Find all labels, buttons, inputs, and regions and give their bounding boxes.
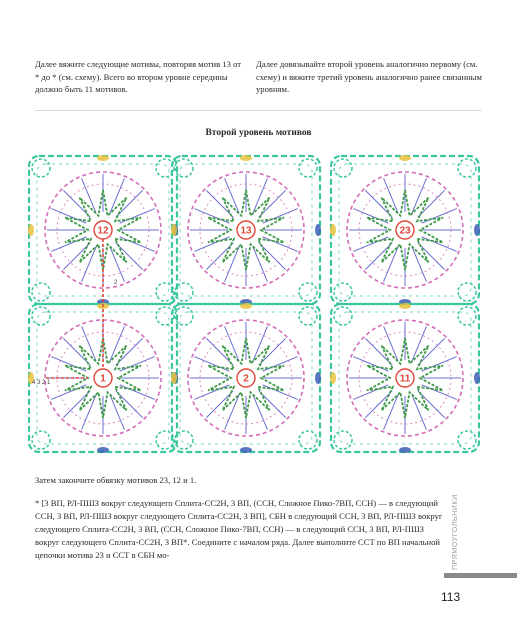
edge-petal (399, 447, 411, 453)
corner-loop (458, 283, 476, 301)
corner-loop (334, 159, 352, 177)
edge-petal (474, 224, 480, 236)
spoke-stitch (353, 237, 388, 252)
edge-petal (97, 155, 109, 161)
corner-loop (458, 159, 476, 177)
edge-petal (97, 447, 109, 453)
edge-petal (330, 224, 336, 236)
edge-petal (28, 224, 34, 236)
spoke-stitch (194, 385, 229, 400)
spoke-stitch (422, 357, 457, 372)
corner-loop (334, 283, 352, 301)
spoke-stitch (263, 385, 298, 400)
right-paragraph: Далее довязывайте второй уровень аналогично первому (см. схему) и вяжите третий уровень аналогично ранее связанным уровням. (256, 59, 482, 95)
edge-petal (240, 155, 252, 161)
edge-petal (240, 303, 252, 309)
corner-loop (175, 431, 193, 449)
edge-petal (399, 155, 411, 161)
spoke-stitch (263, 237, 298, 252)
motif-number: 11 (399, 373, 411, 385)
spoke-stitch (253, 395, 268, 430)
edge-petal (171, 372, 177, 384)
spoke-stitch (412, 247, 427, 282)
corner-loop (458, 307, 476, 325)
stitch-label: 2 (114, 280, 118, 286)
motif-number: 12 (97, 225, 109, 237)
instruction-paragraph: * [3 ВП, РЛ-ПШЗ вокруг следующего Сплита-СС2Н, 3 ВП, (ССН, Сложное Пико-7ВП, ССН) — в следующий ССН, 3 ВП, РЛ-ПШЗ вокруг следующего Сплита-СС2Н, 3 ВП], СБН в следующий ССН, 3 ВП, РЛ-ПШЗ вокруг следующего Сплита-СС2Н, 3 ВП, (ССН, Сложное Пико-7ВП, ССН) — в следующий ССН, 3 ВП, РЛ-ПШЗ вокруг следующего Сплита-СС2Н, 3 ВП*. Соедините с началом ряда. Далее выполните ССТ по ВП начальной цепочки мотива 23 и ССТ в СБН мо- (35, 498, 443, 560)
edge-petal (315, 224, 321, 236)
spoke-stitch (412, 395, 427, 430)
section-title: Второй уровень мотивов (205, 128, 312, 138)
spoke-stitch (422, 385, 457, 400)
spoke-stitch (51, 237, 86, 252)
side-tab-bar (444, 573, 517, 578)
spoke-stitch (353, 357, 388, 372)
motif-group (171, 303, 321, 453)
spoke-stitch (51, 385, 86, 400)
spoke-stitch (422, 209, 457, 224)
corner-loop (299, 307, 317, 325)
spoke-stitch (120, 237, 155, 252)
page-number: 113 (441, 590, 461, 604)
corner-loop (32, 307, 50, 325)
corner-loop (32, 431, 50, 449)
motif-group (28, 155, 178, 305)
spoke-stitch (110, 395, 125, 430)
corner-loop (299, 159, 317, 177)
spoke-stitch (194, 209, 229, 224)
motif-group (171, 155, 321, 305)
side-label: ПРЯМОУГОЛЬНИКИ (452, 494, 459, 570)
spoke-stitch (263, 209, 298, 224)
corner-loop (334, 307, 352, 325)
corner-loop (32, 283, 50, 301)
left-paragraph: Далее вяжите следующие мотивы, повторяя мотив 13 от * до * (см. схему). Всего во втором уровне середины должно быть 11 мотивов. (35, 59, 242, 95)
motif-group (330, 155, 480, 305)
after-diagram-text: Затем закончите обвязку мотивов 23, 12 и 1. (35, 475, 197, 485)
edge-petal (315, 372, 321, 384)
spoke-stitch (194, 357, 229, 372)
edge-petal (330, 372, 336, 384)
corner-loop (32, 159, 50, 177)
crochet-motif-diagram (28, 152, 480, 457)
spoke-stitch (353, 385, 388, 400)
spoke-stitch (263, 357, 298, 372)
edge-petal (399, 303, 411, 309)
motif-number: 13 (240, 225, 252, 237)
corner-loop (175, 283, 193, 301)
corner-loop (334, 431, 352, 449)
corner-loop (299, 283, 317, 301)
spoke-stitch (194, 237, 229, 252)
row-labels: 4 3 2 1 (32, 380, 51, 386)
spoke-stitch (120, 357, 155, 372)
spoke-stitch (120, 209, 155, 224)
edge-petal (171, 224, 177, 236)
motif-number: 2 (243, 373, 249, 385)
divider (35, 110, 482, 111)
spoke-stitch (253, 247, 268, 282)
spoke-stitch (51, 209, 86, 224)
spoke-stitch (353, 209, 388, 224)
edge-petal (240, 447, 252, 453)
corner-loop (299, 431, 317, 449)
motif-number: 23 (399, 225, 411, 237)
edge-petal (474, 372, 480, 384)
spoke-stitch (110, 247, 125, 282)
corner-loop (458, 431, 476, 449)
motif-number: 1 (100, 373, 106, 385)
spoke-stitch (422, 237, 457, 252)
spoke-stitch (120, 385, 155, 400)
motif-group (330, 303, 480, 453)
spoke-stitch (51, 357, 86, 372)
